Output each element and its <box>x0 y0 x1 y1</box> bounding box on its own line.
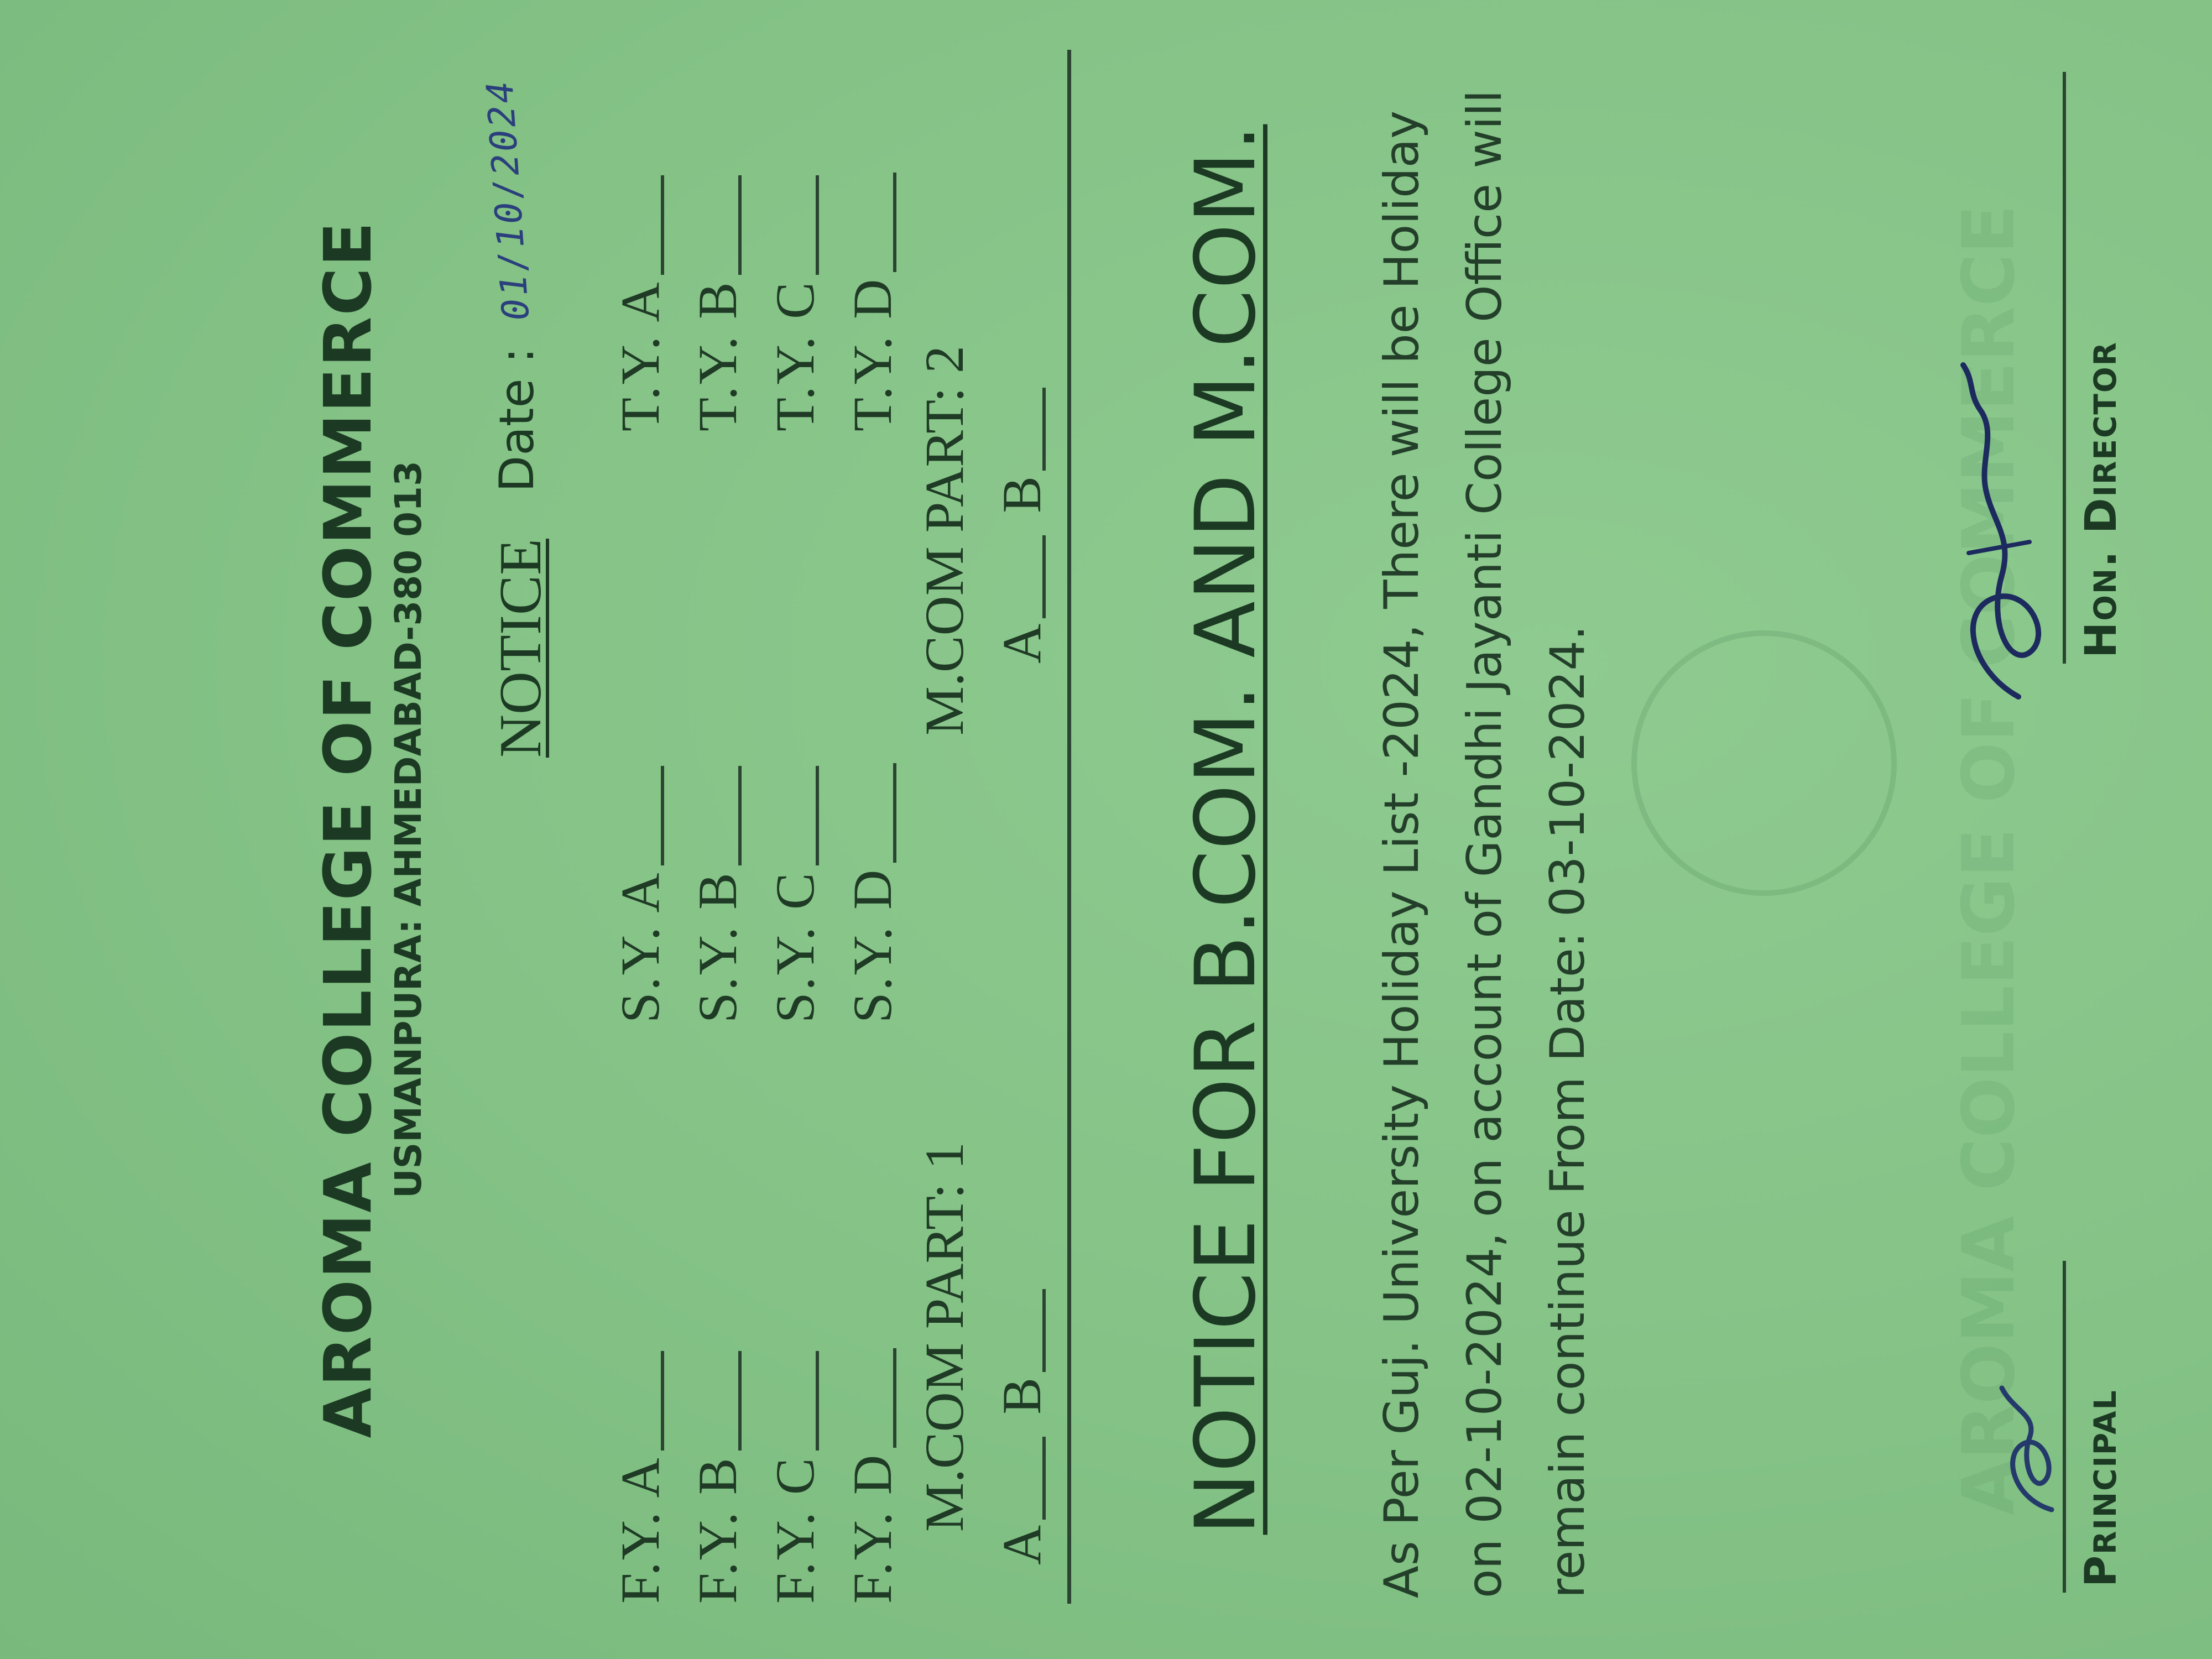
section-label: B <box>991 1378 1052 1415</box>
mcom-part2-sections <box>990 366 1053 664</box>
class-entry <box>686 175 749 431</box>
divider-line <box>1067 50 1071 1604</box>
mcom-part1-label: M.COM PART: 1 <box>914 1142 975 1532</box>
class-entry <box>608 175 672 431</box>
director-signature-line <box>2063 72 2066 664</box>
class-row <box>608 55 669 1604</box>
section-entry <box>990 1437 1053 1565</box>
class-row <box>841 55 901 1604</box>
blank-line <box>816 766 819 865</box>
class-label: S.Y. D <box>842 868 903 1023</box>
class-entry <box>608 766 672 1023</box>
class-label: T.Y. A <box>609 280 671 431</box>
class-label: S.Y. A <box>609 871 671 1023</box>
blank-line <box>738 175 742 275</box>
blank-line <box>661 175 664 275</box>
blank-line <box>1042 388 1046 471</box>
blank-line <box>816 1351 819 1451</box>
section-entry <box>990 535 1053 664</box>
date-label: Date : <box>489 347 545 492</box>
section-label: B <box>991 476 1052 513</box>
section-entry <box>990 388 1053 513</box>
class-entry <box>841 1348 904 1604</box>
class-row <box>763 55 824 1604</box>
bleed-through-text: AROMA COLLEGE OF COMMERCE <box>1947 205 2031 1515</box>
class-label: F.Y. A <box>609 1456 671 1604</box>
principal-label: Principal <box>2077 1389 2126 1587</box>
blank-line <box>893 1348 896 1448</box>
class-entry <box>763 175 827 431</box>
college-name: AROMA COLLEGE OF COMMERCE <box>310 221 386 1438</box>
blank-line <box>893 173 896 272</box>
section-label: A <box>991 623 1052 664</box>
mcom-part1-sections <box>990 1267 1053 1565</box>
class-label: T.Y. C <box>764 280 826 431</box>
notice-title: NOTICE FOR B.COM. AND M.COM. <box>1178 124 1274 1535</box>
class-entry <box>686 1351 749 1604</box>
blank-line <box>893 763 896 863</box>
blank-line <box>1042 535 1046 618</box>
blank-line <box>738 1351 742 1451</box>
notice-body: As Per Guj. University Holiday List -2024, There will be Holiday on 02-10-2024, on account of Gandhi Jayanti College Office will remain continue From Date: 03-10-2024. <box>1374 90 1595 1598</box>
mcom-part2-label: M.COM PART: 2 <box>914 346 975 735</box>
class-label: T.Y. D <box>842 277 903 431</box>
class-row <box>686 55 747 1604</box>
blank-line <box>1042 1437 1046 1520</box>
date-handwritten: 01/10/2024 <box>478 77 538 322</box>
class-entry <box>686 766 749 1023</box>
director-signature <box>1936 354 2063 719</box>
class-entry <box>763 1351 827 1604</box>
class-label: F.Y. B <box>687 1456 748 1604</box>
class-label: F.Y. C <box>764 1456 826 1604</box>
blank-line <box>661 1351 664 1451</box>
blank-line <box>661 766 664 865</box>
class-entry <box>608 1351 672 1604</box>
college-address: USMANPURA: AHMEDABAD-380 013 <box>387 461 430 1198</box>
class-label: T.Y. B <box>687 280 748 431</box>
section-entry <box>990 1289 1053 1415</box>
class-label: F.Y. D <box>842 1453 903 1604</box>
class-entry <box>841 763 904 1023</box>
blank-line <box>1042 1289 1046 1372</box>
principal-signature-line <box>2063 1261 2066 1593</box>
class-entry <box>841 173 904 431</box>
notice-heading: NOTICE <box>488 539 554 758</box>
bleed-through-stamp <box>1631 630 1897 896</box>
section-label: A <box>991 1525 1052 1565</box>
principal-signature <box>1991 1377 2068 1521</box>
blank-line <box>738 766 742 865</box>
class-entry <box>763 766 827 1023</box>
class-label: S.Y. C <box>764 871 826 1023</box>
blank-line <box>816 175 819 275</box>
class-label: S.Y. B <box>687 871 748 1023</box>
director-label: Hon. Director <box>2077 341 2126 658</box>
